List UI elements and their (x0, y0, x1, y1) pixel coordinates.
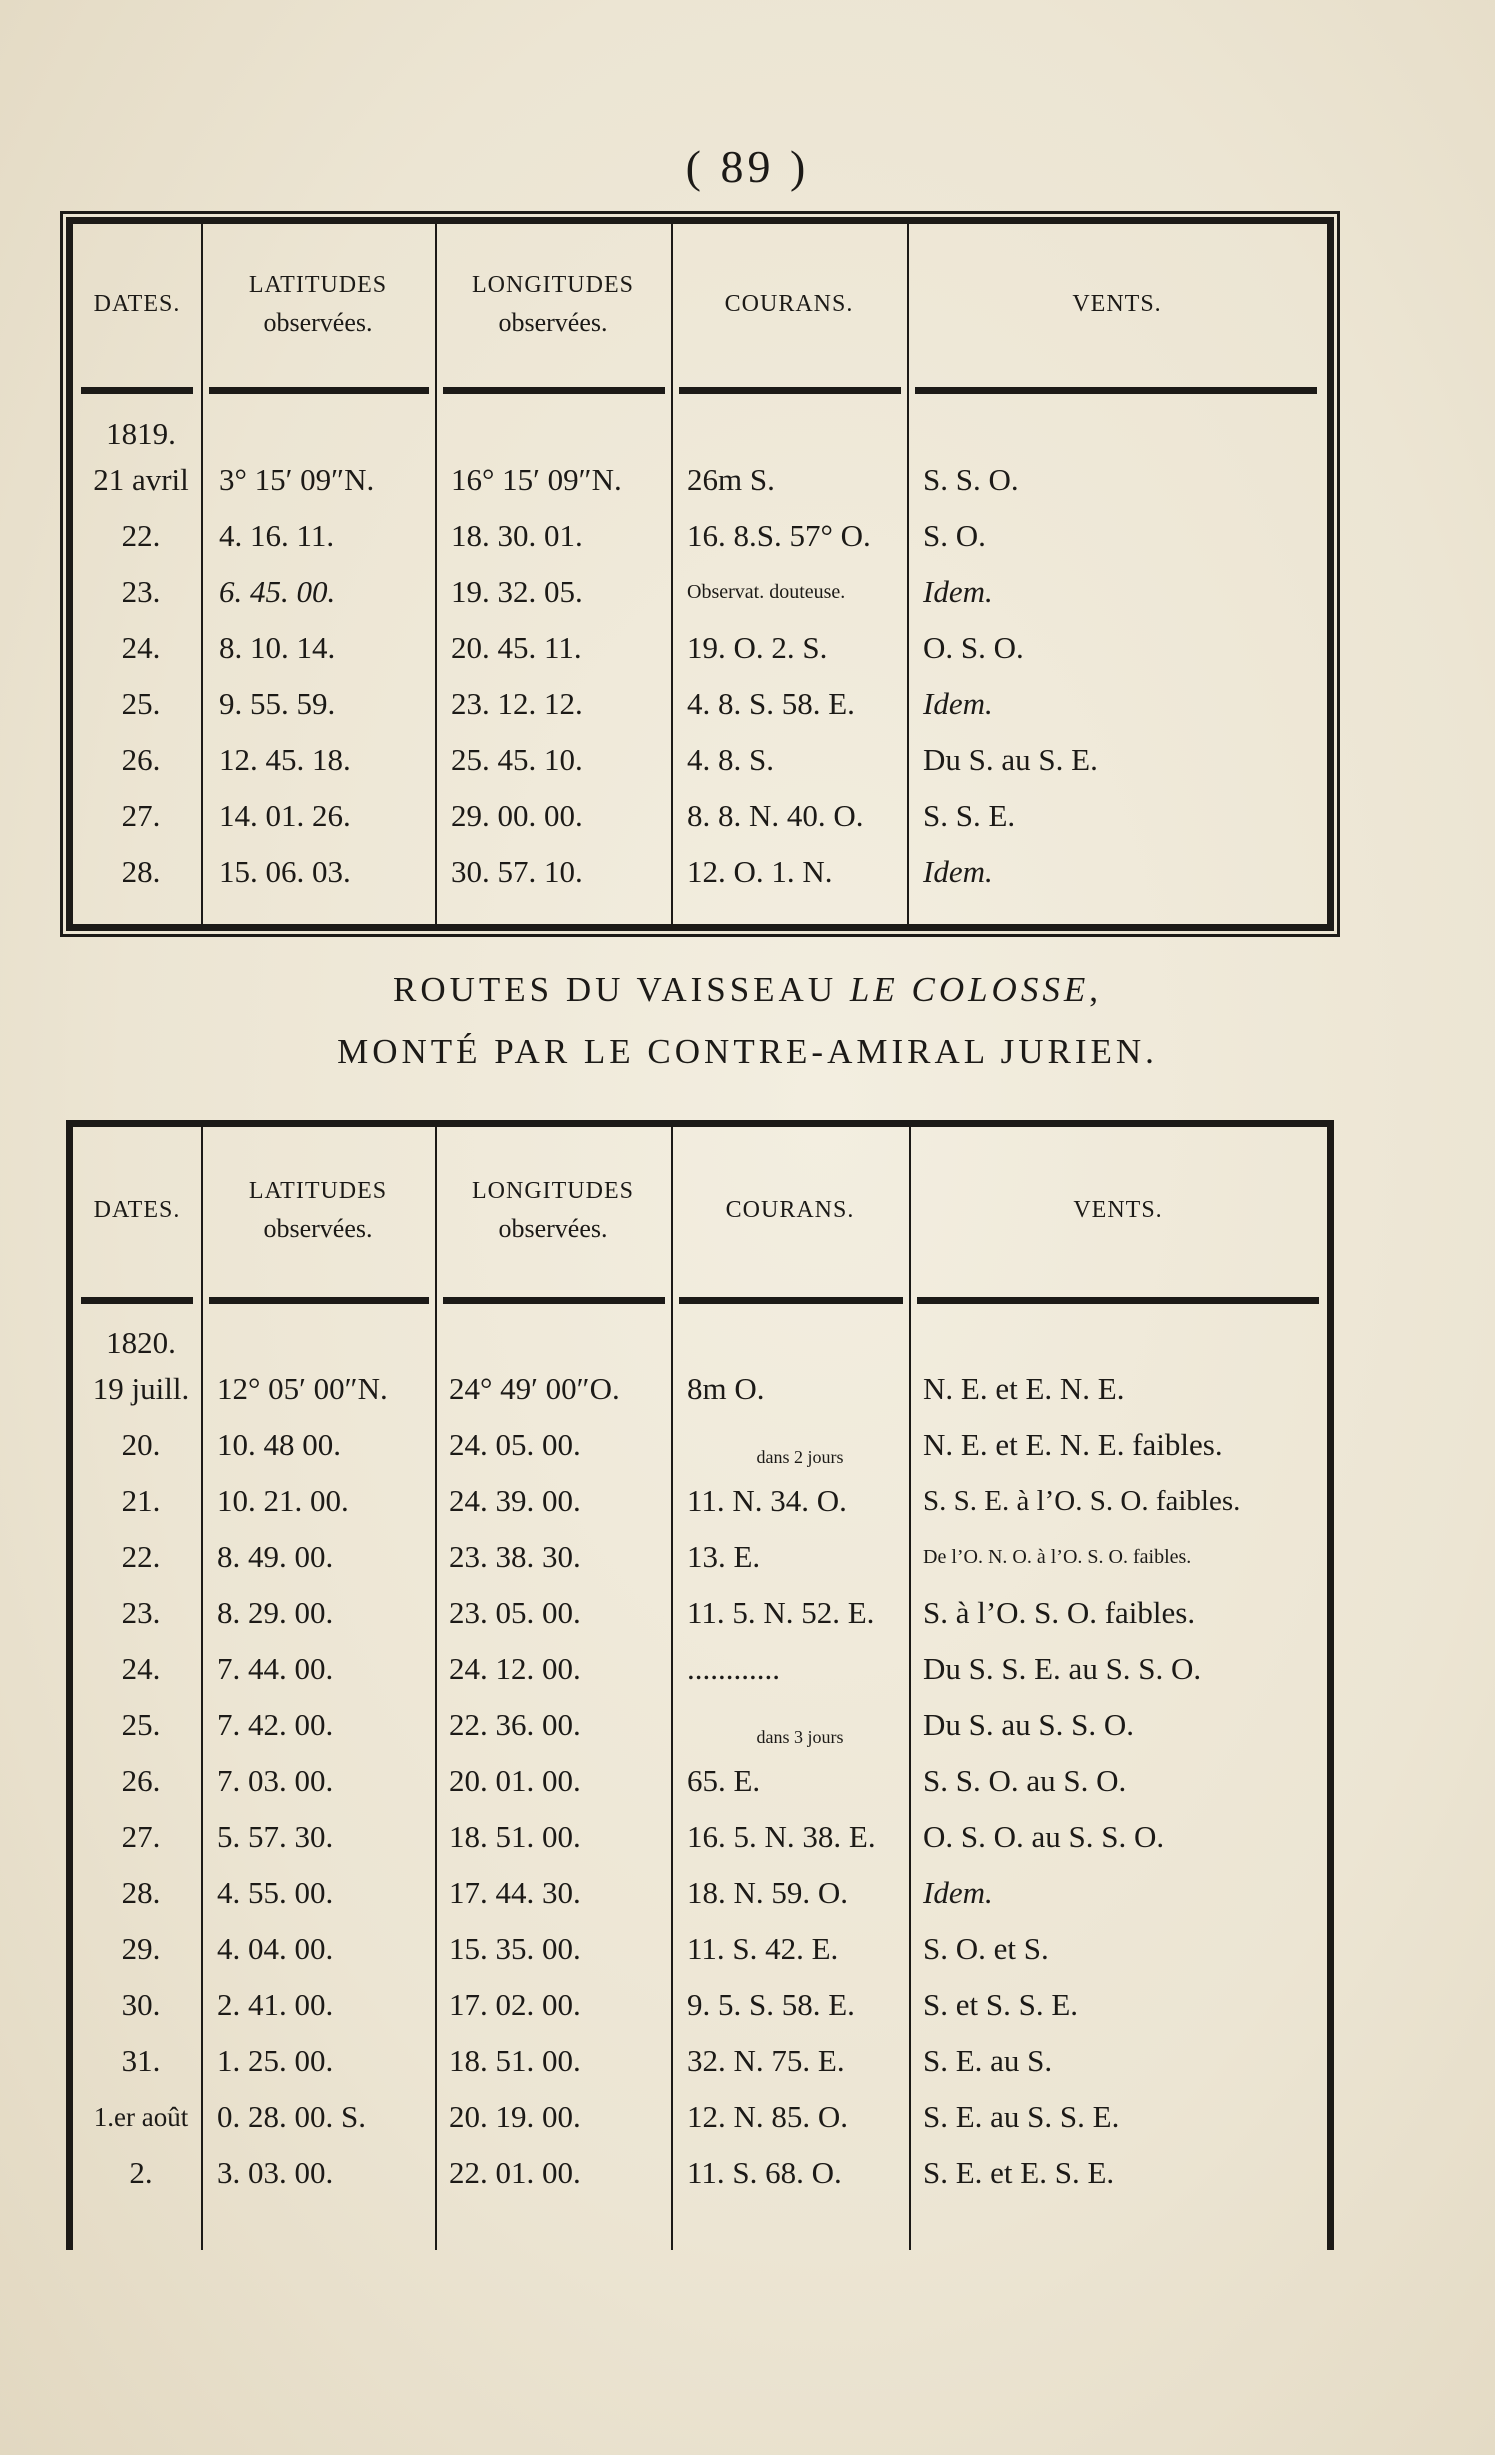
header-dates: DATES. (93, 1196, 181, 1223)
table-1820 (66, 1120, 1334, 2250)
header-rule (915, 387, 1317, 394)
table-row: 31. 1. 25. 00. 18. 51. 00. 32. N. 75. E. S. E. au S. (121, 2043, 1053, 2078)
table-row: 25. 7. 42. 00. 22. 36. 00. dans 3 jours Du S. au S. S. O. (121, 1707, 1135, 1747)
table-row: 26. 7. 03. 00. 20. 01. 00. 65. E. S. S. O. au S. O. (121, 1763, 1127, 1798)
table-row: 27. 14. 01. 26. 29. 00. 00. 8. 8. N. 40. O. S. S. E. (121, 798, 1016, 833)
table-row: 28. 15. 06. 03. 30. 57. 10. 12. O. 1. N. Idem. (121, 854, 993, 889)
header-vents: VENTS. (1073, 1196, 1163, 1223)
table-row: 22. 8. 49. 00. 23. 38. 30. 13. E. De l’O. N. O. à l’O. S. O. faibles. (121, 1539, 1192, 1574)
header-rule (679, 1297, 903, 1304)
header-latitudes: LATITUDES observées. (248, 1177, 388, 1243)
header-rule (917, 1297, 1319, 1304)
table-row: 27. 5. 57. 30. 18. 51. 00. 16. 5. N. 38. E. O. S. O. au S. S. O. (121, 1819, 1165, 1854)
table-row: 22. 4. 16. 11. 18. 30. 01. 16. 8.S. 57° O. S. O. (121, 518, 986, 553)
table-row: 24. 7. 44. 00. 24. 12. 00. ............ Du S. S. E. au S. S. O. (121, 1651, 1202, 1686)
section-subtitle: MONTÉ PAR LE CONTRE-AMIRAL JURIEN. (337, 1032, 1158, 1071)
header-latitudes: LATITUDES observées. (248, 272, 388, 337)
header-rule (209, 1297, 429, 1304)
header-dates: DATES. (93, 291, 181, 317)
table-row: 25. 9. 55. 59. 23. 12. 12. 4. 8. S. 58. E. Idem. (121, 686, 993, 721)
table-row: 23. 6. 45. 00. 19. 32. 05. Observat. douteuse. Idem. (121, 574, 993, 609)
table-row: 1.er août 0. 28. 00. S. 20. 19. 00. 12. N. 85. O. S. E. au S. S. E. (93, 2099, 1120, 2134)
header-rule (81, 387, 193, 394)
table-row: 23. 8. 29. 00. 23. 05. 00. 11. 5. N. 52. E. S. à l’O. S. O. faibles. (121, 1595, 1196, 1630)
table-row: 26. 12. 45. 18. 25. 45. 10. 4. 8. S. Du S. au S. E. (121, 742, 1098, 777)
section-title: ROUTES DU VAISSEAU LE COLOSSE, (393, 970, 1102, 1009)
header-longitudes: LONGITUDES observées. (472, 1177, 634, 1243)
table-row: 20. 10. 48 00. 24. 05. 00. dans 2 jours N. E. et E. N. E. faibles. (121, 1427, 1223, 1467)
table-row: 28. 4. 55. 00. 17. 44. 30. 18. N. 59. O. Idem. (121, 1875, 993, 1910)
page-number: ( 89 ) (685, 141, 810, 192)
header-rule (679, 387, 901, 394)
header-rule (81, 1297, 193, 1304)
header-rule (443, 387, 665, 394)
table-row: 21 avril 3° 15′ 09″N. 16° 15′ 09″N. 26m S. S. S. O. (93, 462, 1019, 497)
header-vents: VENTS. (1072, 291, 1162, 317)
header-longitudes: LONGITUDES observées. (472, 272, 634, 337)
table-1819 (66, 217, 1334, 931)
header-rule (209, 387, 429, 394)
table-row: 24. 8. 10. 14. 20. 45. 11. 19. O. 2. S. O. S. O. (121, 630, 1024, 665)
header-courans: COURANS. (724, 291, 854, 317)
table-row: 2. 3. 03. 00. 22. 01. 00. 11. S. 68. O. S. E. et E. S. E. (129, 2155, 1115, 2190)
table-row: 29. 4. 04. 00. 15. 35. 00. 11. S. 42. E. S. O. et S. (121, 1931, 1049, 1966)
year-label: 1819. (106, 416, 176, 451)
year-label: 1820. (106, 1325, 176, 1360)
ship-name: LE COLOSSE (849, 970, 1090, 1009)
table-row: 30. 2. 41. 00. 17. 02. 00. 9. 5. S. 58. E. S. et S. S. E. (121, 1987, 1079, 2022)
table-row: 21. 10. 21. 00. 24. 39. 00. 11. N. 34. O. S. S. E. à l’O. S. O. faibles. (121, 1483, 1241, 1518)
header-courans: COURANS. (725, 1196, 855, 1223)
table-row: 19 juill. 12° 05′ 00″N. 24° 49′ 00″O. 8m O. N. E. et E. N. E. (92, 1371, 1125, 1406)
header-rule (443, 1297, 665, 1304)
